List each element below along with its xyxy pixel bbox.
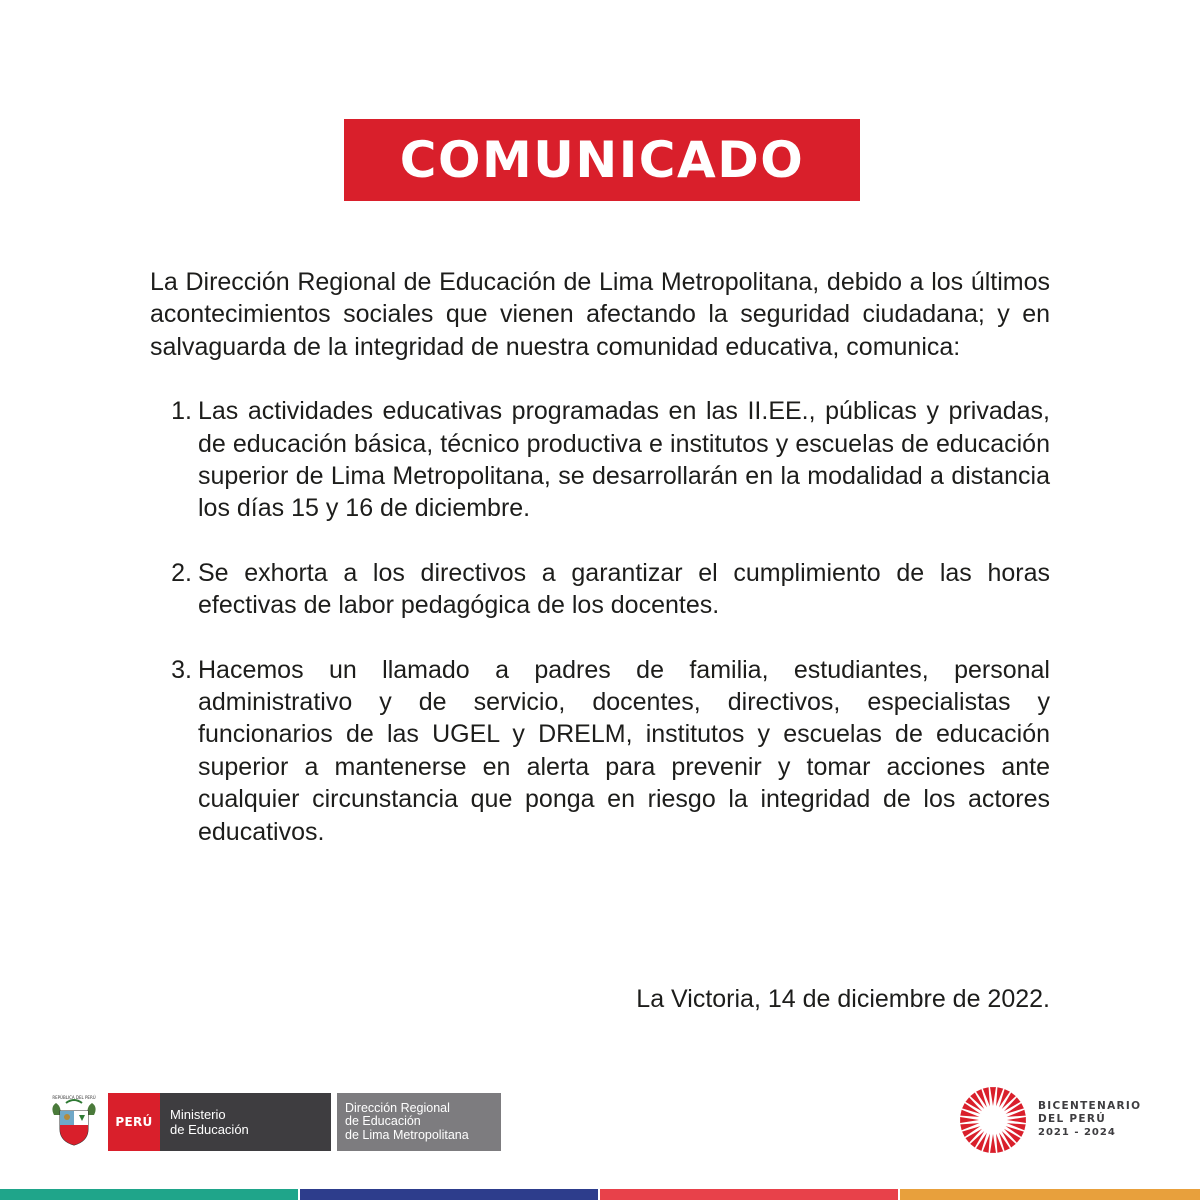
emblem-ray [1007,1117,1026,1123]
emblem-ray [983,1087,990,1106]
list-item [150,654,1050,848]
item-number: 3. [171,655,192,684]
bicentenario-line-1: BICENTENARIO [1038,1100,1142,1112]
ministry-line-2: de Educación [170,1122,249,1137]
numbered-list [150,395,1050,848]
drelm-label [337,1093,501,1151]
emblem-ray [960,1110,979,1117]
emblem-ray [960,1123,979,1130]
ministry-label [160,1093,331,1151]
emblem-ray [1007,1110,1026,1117]
item-text: Se exhorta a los directivos a garantizar el cumplimiento de las horas efectivas de labor pedagógica de los docentes. [198,558,1050,620]
item-number: 1. [171,397,192,426]
bicentenario-years: 2021 - 2024 [1038,1127,1116,1138]
footer-stripe-green [0,1189,298,1200]
footer-stripe-red [600,1189,898,1200]
emblem-ray [996,1134,1003,1153]
banner-title: COMUNICADO [399,131,805,189]
emblem-ray [990,1087,996,1106]
emblem-ray [990,1134,996,1153]
item-number: 2. [171,558,192,587]
list-item [150,557,1050,622]
intro-paragraph: La Dirección Regional de Educación de Lima Metropolitana, debido a los últimos acontecimientos sociales que vienen afectando la seguridad ciudadana; y en salvaguarda de la integridad de nuestra comunidad educativa, comunica: [150,268,1050,361]
footer-stripe-orange [900,1189,1200,1200]
drelm-line-3: de Lima Metropolitana [345,1127,469,1142]
bicentenario-emblem-icon [958,1085,1028,1155]
date-line: La Victoria, 14 de diciembre de 2022. [636,985,1050,1013]
peru-label: PERÚ [108,1093,160,1151]
emblem-ray [960,1117,979,1123]
emblem-ray [983,1134,990,1153]
list-item [150,395,1050,525]
item-text: Las actividades educativas programadas en las II.EE., públicas y privadas, de educación básica, técnico productiva e institutos y escuelas de educación superior de Lima Metropolitana, se desarrollarán en la modalidad a distancia los días 15 y 16 de diciembre. [198,397,1050,523]
bicentenario-logo [958,1085,1141,1155]
government-logo [46,1093,501,1151]
ministry-line-1: Ministerio [170,1107,226,1122]
emblem-ray [1007,1123,1026,1130]
emblem-ray [996,1087,1003,1106]
coat-of-arms-icon [46,1093,102,1151]
bicentenario-line-2: DEL PERÚ [1038,1113,1107,1125]
drelm-line-1: Dirección Regional [345,1100,450,1115]
footer-stripe-blue [300,1189,598,1200]
drelm-line-2: de Educación [345,1114,421,1129]
item-text: Hacemos un llamado a padres de familia, estudiantes, personal administrativo y de servicio, docentes, directivos, especialistas y funcionarios de las UGEL y DRELM, institutos y escuelas de educación superior a mantenerse en alerta para prevenir y tomar acciones ante cualquier circunstancia que ponga en riesgo la integridad de los actores educativos. [198,655,1050,846]
comunicado-banner [344,119,860,201]
shield-caption: REPÚBLICA DEL PERÚ [52,1095,96,1100]
document-body [150,266,1050,848]
